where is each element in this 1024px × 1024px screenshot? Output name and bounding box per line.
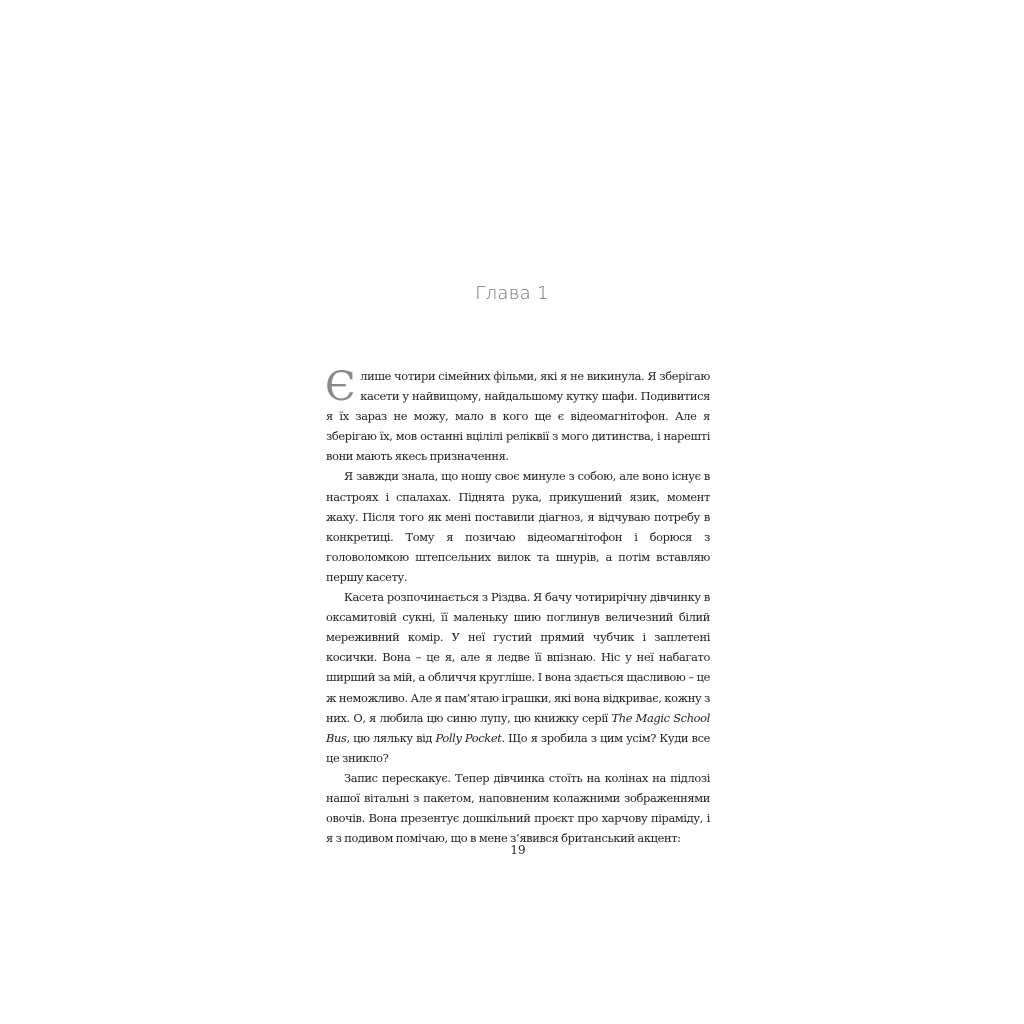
book-series-title: The Magic School Bus	[326, 710, 710, 745]
body-text	[326, 366, 710, 848]
paragraph-1	[326, 366, 710, 466]
drop-cap: Є	[325, 364, 356, 410]
paragraph-3	[326, 587, 710, 768]
page-number: 19	[510, 843, 526, 857]
paragraph-4: Запис перескакує. Тепер дівчинка стоїть на колінах на підлозі нашої вітальні з пакетом, наповненим колажними зображеннями овочів. Вона презентує дошкільний проєкт про харчову піраміду, і я з подивом помічаю, що в мене з’явився британський акцент:	[326, 770, 710, 846]
paragraph-1-text: лише чотири сімейних фільми, які я не викинула. Я зберігаю касети у найвищому, найдальшому кутку шафи. Подивитися я їх зараз не можу, мало в кого ще є відеомагнітофон. Але я зберігаю їх, мов останні вцілілі реліквії з мого дитинства, і нарешті вони мають якесь призначення.	[326, 369, 710, 464]
paragraph-3-text-a: Касета розпочинається з Різдва. Я бачу чотирирічну дівчинку в оксамитовій сукні, її маленьку шию поглинув величезний білий мереживний комір. У неї густий прямий чубчик і заплетені косички. Вона – це я, але я ледве її впізнаю. Ніс у неї набагато ширший за мій, а обличчя кругліше. І вона здається щасливою – це ж неможливо. Але я пам’ятаю іграшки, які вона відкриває, кожну з них. О, я любила цю синю лупу, цю книжку серії	[326, 590, 710, 725]
paragraph-2: Я завжди знала, що ношу своє минуле з собою, але воно існує в настроях і спалахах. Піднята рука, прикушений язик, момент жаху. Після того як мені поставили діагноз, я відчуваю потребу в конкретиці. Тому я позичаю відеомагнітофон і борюся з головоломкою штепсельних вилок та шнурів, а потім вставляю першу касету.	[326, 469, 710, 584]
paragraph-3-text-c: . Що я зробила з цим усім? Куди все це зникло?	[326, 730, 710, 765]
chapter-title: Глава 1	[475, 283, 549, 304]
toy-brand-name: Polly Pocket	[435, 730, 502, 745]
paragraph-3-text-b: , цю ляльку від	[346, 730, 436, 745]
